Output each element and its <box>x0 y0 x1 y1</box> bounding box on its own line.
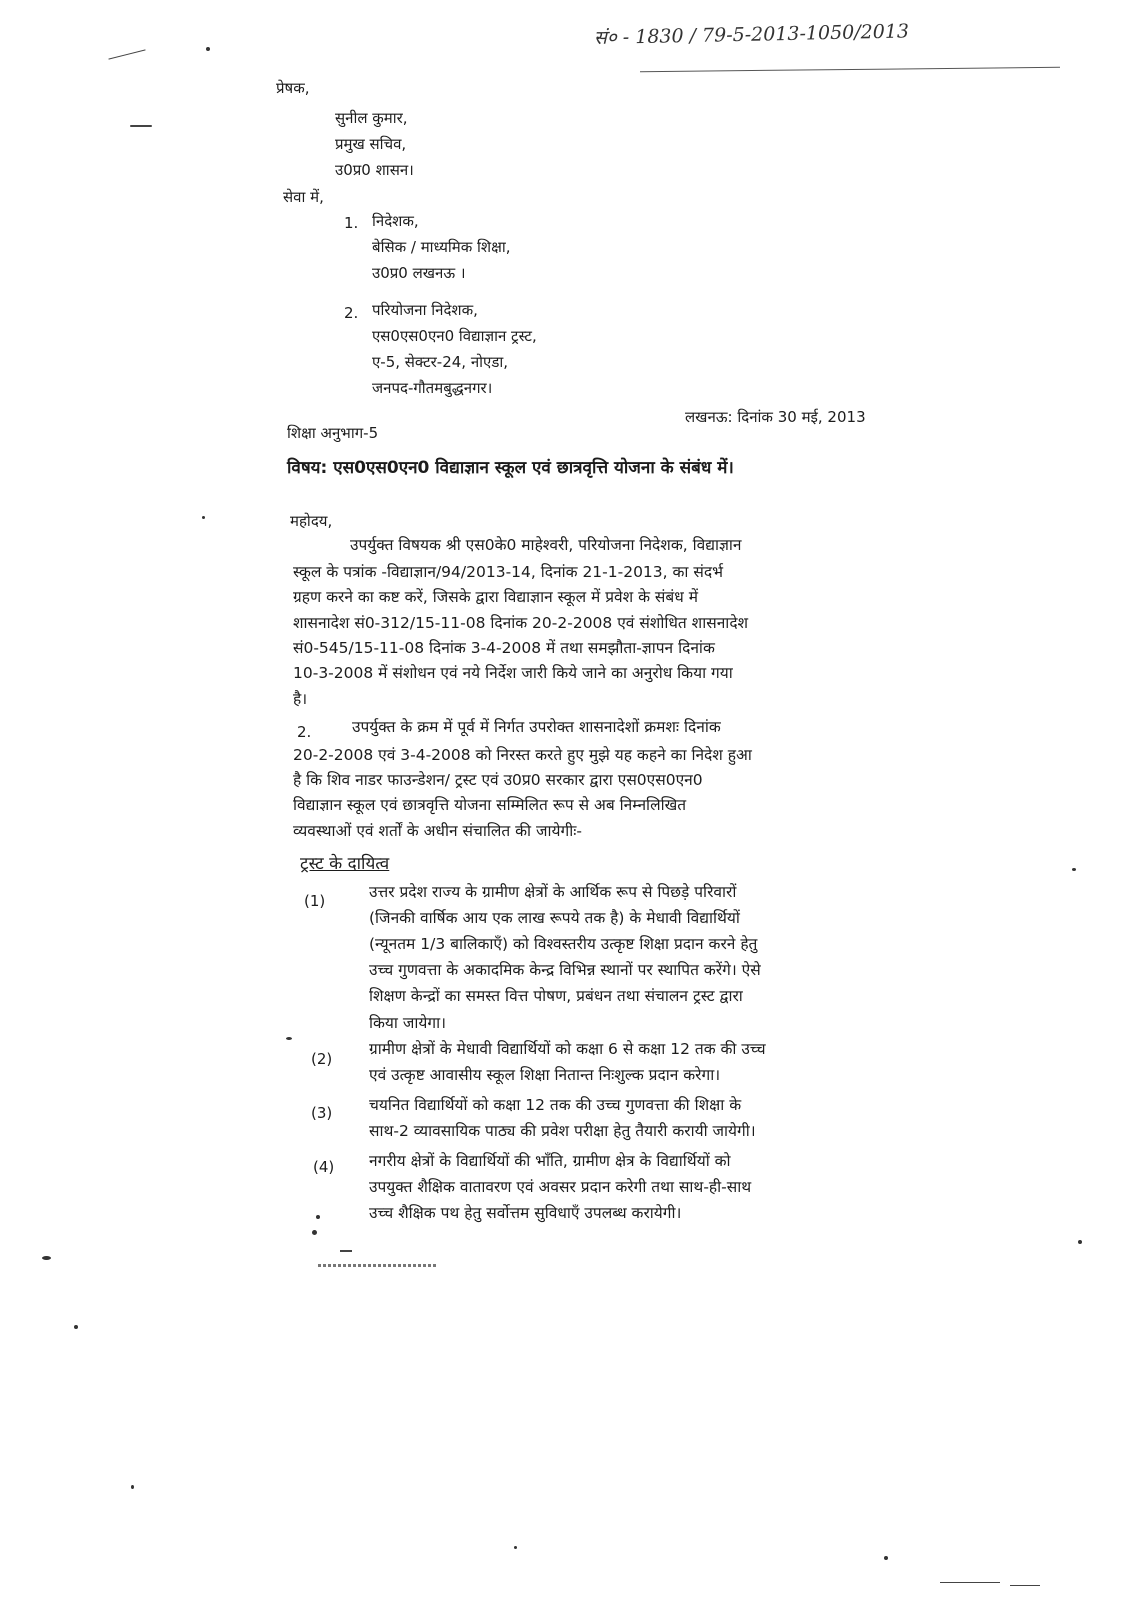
scan-speck <box>312 1230 317 1235</box>
reference-underline <box>640 67 1060 72</box>
scan-speck <box>131 1485 134 1489</box>
paragraph-1-line: उपर्युक्त विषयक श्री एस0के0 माहेश्वरी, परियोजना निदेशक, विद्याज्ञान <box>350 536 742 554</box>
scan-mark <box>340 1250 352 1252</box>
item-4-line: नगरीय क्षेत्रों के विद्यार्थियों की भाँति, ग्रामीण क्षेत्र के विद्यार्थियों को <box>369 1152 731 1170</box>
scan-mark <box>130 125 152 127</box>
scan-speck <box>884 1556 888 1560</box>
item-1-line: उत्तर प्रदेश राज्य के ग्रामीण क्षेत्रों के आर्थिक रूप से पिछड़े परिवारों <box>369 883 737 901</box>
recipient-1-line: निदेशक, <box>372 212 419 230</box>
paragraph-2-line: विद्याज्ञान स्कूल एवं छात्रवृत्ति योजना सम्मिलित रूप से अब निम्नलिखित <box>293 796 687 814</box>
section-heading: ट्रस्ट के दायित्व <box>300 854 390 874</box>
recipient-2-line: परियोजना निदेशक, <box>372 301 478 319</box>
scan-speck <box>206 47 210 51</box>
item-number: (2) <box>311 1050 333 1068</box>
scan-speck <box>316 1215 320 1219</box>
item-number: (4) <box>313 1158 335 1176</box>
sender-office: उ0प्र0 शासन। <box>335 161 414 179</box>
item-number: (1) <box>304 892 326 910</box>
paragraph-2-line: व्यवस्थाओं एवं शर्तों के अधीन संचालित की जायेगीः- <box>293 822 582 840</box>
paragraph-1-line: 10-3-2008 में संशोधन एवं नये निर्देश जारी किये जाने का अनुरोध किया गया <box>293 664 733 682</box>
paragraph-2-line: उपर्युक्त के क्रम में पूर्व में निर्गत उपरोक्त शासनादेशों क्रमशः दिनांक <box>352 718 721 736</box>
scan-speck <box>42 1256 51 1260</box>
scan-speck <box>202 516 205 519</box>
paragraph-1-line: शासनादेश सं0-312/15-11-08 दिनांक 20-2-2008 एवं संशोधित शासनादेश <box>293 614 749 632</box>
scan-speck <box>1072 868 1076 871</box>
paragraph-2-line: 20-2-2008 एवं 3-4-2008 को निरस्त करते हुए मुझे यह कहने का निदेश हुआ <box>293 746 752 764</box>
item-1-line: किया जायेगा। <box>369 1014 446 1032</box>
scan-mark <box>940 1582 1000 1583</box>
sender-designation: प्रमुख सचिव, <box>335 135 407 153</box>
paragraph-1-line: है। <box>293 690 308 708</box>
recipient-2-line: जनपद-गौतमबुद्धनगर। <box>372 379 493 397</box>
item-1-line: उच्च गुणवत्ता के अकादमिक केन्द्र विभिन्न स्थानों पर स्थापित करेंगे। ऐसे <box>369 961 761 979</box>
paragraph-2-num: 2. <box>297 723 312 741</box>
recipient-1-num: 1. <box>344 214 359 232</box>
item-1-line: शिक्षण केन्द्रों का समस्त वित्त पोषण, प्रबंधन तथा संचालन ट्रस्ट द्वारा <box>369 987 743 1005</box>
scan-speck <box>1078 1240 1082 1244</box>
paragraph-1-line: स्कूल के पत्रांक -विद्याज्ञान/94/2013-14, दिनांक 21-1-2013, का संदर्भ <box>293 563 723 581</box>
date-line: लखनऊ: दिनांक 30 मई, 2013 <box>685 408 866 426</box>
recipient-1-line: उ0प्र0 लखनऊ । <box>372 264 466 282</box>
to-label: सेवा में, <box>283 188 324 206</box>
item-number: (3) <box>311 1104 333 1122</box>
item-1-line: (न्यूनतम 1/3 बालिकाएँ) को विश्वस्तरीय उत्कृष्ट शिक्षा प्रदान करने हेतु <box>369 935 758 953</box>
paragraph-1-line: सं0-545/15-11-08 दिनांक 3-4-2008 में तथा समझौता-ज्ञापन दिनांक <box>293 639 715 657</box>
scan-speck <box>514 1546 517 1549</box>
item-4-line: उच्च शैक्षिक पथ हेतु सर्वोत्तम सुविधाएँ उपलब्ध करायेगी। <box>369 1204 682 1222</box>
sender-name: सुनील कुमार, <box>335 109 408 127</box>
scan-smudge <box>318 1264 438 1267</box>
scan-mark <box>108 49 145 59</box>
item-3-line: चयनित विद्यार्थियों को कक्षा 12 तक की उच्च गुणवत्ता की शिक्षा के <box>369 1096 742 1114</box>
item-3-line: साथ-2 व्यावसायिक पाठ्य की प्रवेश परीक्षा हेतु तैयारी करायी जायेगी। <box>369 1122 756 1140</box>
paragraph-2-line: है कि शिव नाडर फाउन्डेशन/ ट्रस्ट एवं उ0प्र0 सरकार द्वारा एस0एस0एन0 <box>293 771 703 789</box>
item-2-line: ग्रामीण क्षेत्रों के मेधावी विद्यार्थियों को कक्षा 6 से कक्षा 12 तक की उच्च <box>369 1040 766 1058</box>
paragraph-1-line: ग्रहण करने का कष्ट करें, जिसके द्वारा विद्याज्ञान स्कूल में प्रवेश के संबंध में <box>293 588 698 606</box>
scan-speck <box>74 1325 78 1329</box>
recipient-1-line: बेसिक / माध्यमिक शिक्षा, <box>372 238 511 256</box>
scan-mark <box>1010 1585 1040 1586</box>
department: शिक्षा अनुभाग-5 <box>287 424 379 442</box>
salutation: महोदय, <box>290 512 333 530</box>
subject-line: विषय: एस0एस0एन0 विद्याज्ञान स्कूल एवं छात्रवृत्ति योजना के संबंध में। <box>287 458 734 478</box>
item-2-line: एवं उत्कृष्ट आवासीय स्कूल शिक्षा नितान्त निःशुल्क प्रदान करेगा। <box>369 1066 721 1084</box>
scan-speck <box>286 1037 292 1040</box>
recipient-2-line: एस0एस0एन0 विद्याज्ञान ट्रस्ट, <box>372 327 537 345</box>
handwritten-reference: सं० - 1830 / 79-5-2013-1050/2013 <box>593 20 910 49</box>
recipient-2-num: 2. <box>344 304 359 322</box>
item-4-line: उपयुक्त शैक्षिक वातावरण एवं अवसर प्रदान करेगी तथा साथ-ही-साथ <box>369 1178 752 1196</box>
recipient-2-line: ए-5, सेक्टर-24, नोएडा, <box>372 353 509 371</box>
item-1-line: (जिनकी वार्षिक आय एक लाख रूपये तक है) के मेधावी विद्यार्थियों <box>369 909 740 927</box>
sender-label: प्रेषक, <box>276 79 310 97</box>
